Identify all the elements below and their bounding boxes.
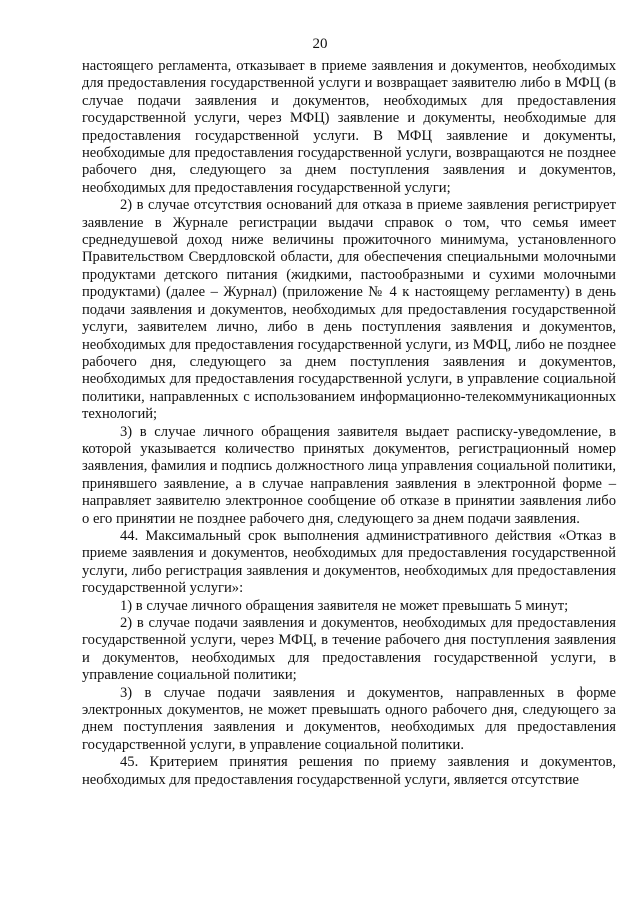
paragraph: 2) в случае отсутствия оснований для отказа в приеме заявления регистрирует заявление в Журнале регистрации выдачи справок о том, что семья имеет среднедушевой доход ниже величины прожиточного минимума, установленного Правительством Свердловской области, для обеспечения специальными молочными продуктами детского питания (жидкими, пастообразными и сухими молочными продуктами) (далее – Журнал) (приложение № 4 к настоящему регламенту) в день подачи заявления и документов, необходимых для предоставления государственной услуги, заявителем лично, либо в день поступления заявления и документов, необходимых для предоставления государственной услуги, из МФЦ, либо не позднее рабочего дня, следующего за днем поступления заявления и документов, необходимых для предоставления государственной услуги, в управление социальной политики, направленных с использованием информационно-телекоммуникационных технологий; [82,197,616,423]
paragraph: 44. Максимальный срок выполнения административного действия «Отказ в приеме заявления и документов, необходимых для предоставления государственной услуги, либо регистрация заявления и документов, необходимых для предоставления государственной услуги»: [82,527,616,597]
paragraph: 3) в случае личного обращения заявителя выдает расписку-уведомление, в которой указывается количество принятых документов, регистрационный номер заявления, фамилия и подпись должностного лица управления социальной политики, принявшего заявление, а в случае направления заявления в электронной форме – направляет заявителю электронное сообщение об отказе в принятии заявления либо о его принятии не позднее рабочего дня, следующего за днем подачи заявления. [82,423,616,527]
paragraph: 45. Критерием принятия решения по приему заявления и документов, необходимых для предоставления государственной услуги, является отсутствие [82,754,616,788]
page-number: 20 [312,36,328,52]
paragraph: 1) в случае личного обращения заявителя не может превышать 5 минут; [120,597,569,614]
paragraph: настоящего регламента, отказывает в приеме заявления и документов, необходимых для предоставления государственной услуги и возвращает заявителю либо в МФЦ (в случае подачи заявления и документов, необходимых для предоставления государственной услуги, через МФЦ) заявление и документы, необходимые для предоставления государственной услуги. В МФЦ заявление и документы, необходимые для предоставления государственной услуги, возвращаются не позднее рабочего дня, следующего за днем поступления заявления и документов, необходимых для предоставления государственной услуги; [82,58,616,196]
paragraph: 3) в случае подачи заявления и документов, направленных в форме электронных документов, не может превышать одного рабочего дня, следующего за днем поступления заявления и документов, необходимых для предоставления государственной услуги, в управление социальной политики. [82,684,616,753]
document-body [82,58,616,789]
paragraph: 2) в случае подачи заявления и документов, необходимых для предоставления государственной услуги, через МФЦ, в течение рабочего дня поступления заявления и документов, необходимых для предоставления государственной услуги, в управление социальной политики; [82,615,616,684]
